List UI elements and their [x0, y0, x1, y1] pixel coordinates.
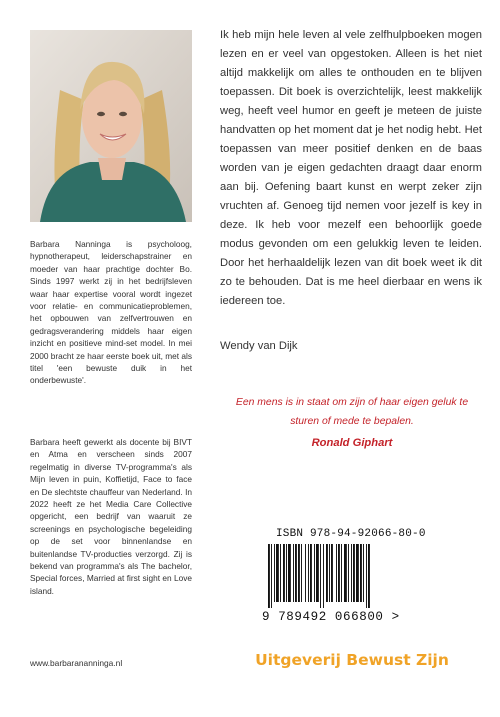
barcode-bar [356, 544, 359, 602]
barcode-bar [305, 544, 306, 602]
barcode-bar [341, 544, 342, 602]
barcode-bar [360, 544, 362, 602]
quote-author: Ronald Giphart [311, 437, 393, 449]
barcode-bar [326, 544, 328, 602]
barcode-bar [280, 544, 281, 602]
isbn-label: ISBN 978-94-92066-80-0 [276, 528, 426, 540]
barcode-bar [314, 544, 315, 602]
review-signature: Wendy van Dijk [220, 340, 298, 352]
barcode-bar [293, 544, 294, 602]
author-photo [30, 30, 192, 222]
author-bio-paragraph-1: Barbara Nanninga is psycholoog, hypnotherapeut, leiderschapstrainer en moeder van haar prachtige dochter Bo. Sinds 1997 werkt zij in het bedrijfsleven waar haar expertise vooral wordt ingezet voor relatie- en communicatieproblemen, het opbouwen van zelfvertrouwen en gedragsverandering middels haar eigen inzicht en positieve mind-set model. In mei 2000 bracht ze haar eerste boek uit, met als titel 'een bewuste duik in het onderbewuste'. [30, 239, 192, 386]
publisher-name: Uitgeverij Bewust Zijn [255, 651, 449, 669]
barcode-bar [363, 544, 364, 602]
barcode-bar [320, 544, 321, 608]
author-website: www.barbarananninga.nl [30, 658, 123, 668]
barcode-bar [336, 544, 337, 602]
barcode-bar [316, 544, 319, 602]
barcode-bar [353, 544, 355, 602]
barcode [262, 544, 408, 610]
barcode-bar [268, 544, 270, 608]
barcode-bar [283, 544, 285, 602]
barcode-bar [323, 544, 324, 608]
barcode-bar [288, 544, 291, 602]
barcode-digits: 9 789492 066800 > [262, 610, 400, 624]
author-bio-paragraph-2: Barbara heeft gewerkt als docente bij BIVT en Atma en verscheen sinds 2007 regelmatig in diverse TV-programma's als Mijn leven in puin, Koffietijd, Face to face en De slechtste chauffeur van Nederland. In 2022 heeft ze het Media Care Collective opgericht, een bedrijf van waaruit ze screenings en psychologische begeleiding op de set voor binnenlandse en buitenlandse TV-producties verzorgd. Zij is bekend van programma's als The bachelor, Special forces, Married at first sight en Love island. [30, 437, 192, 596]
barcode-bar [276, 544, 279, 602]
barcode-bar [308, 544, 309, 602]
barcode-bar [310, 544, 312, 602]
barcode-bar [274, 544, 275, 602]
barcode-bar [351, 544, 352, 602]
barcode-bar [366, 544, 367, 608]
barcode-bar [344, 544, 347, 602]
barcode-bar [298, 544, 300, 602]
barcode-bar [348, 544, 349, 602]
barcode-bar [329, 544, 330, 602]
barcode-bar [331, 544, 333, 602]
barcode-bar [286, 544, 287, 602]
barcode-bar [368, 544, 370, 608]
quote-text: Een mens is in staat om zijn of haar eigen geluk te sturen of mede te bepalen. [235, 397, 469, 427]
barcode-bar [271, 544, 272, 608]
barcode-bar [301, 544, 302, 602]
barcode-bar [295, 544, 297, 602]
review-text: Ik heb mijn hele leven al vele zelfhulpboeken mogen lezen en er veel van opgestoken. Alleen is het niet altijd makkelijk om alles te onthouden en te blijven toepassen. Dit boek is overzichtelijk, leest makkelijk weg, heeft veel humor en geeft je meteen de juiste handvatten op het moment dat je het nodig hebt. Het toepassen van meer positief denken en de baas worden van je eigen gedachten draagt daar enorm aan bij. Oefening baart kunst en werpt zeker zijn vruchten af. Genoeg tijd nemen voor jezelf is key in deze. Ik heb voor mezelf een behoorlijk goede modus gevonden om een gelukkig leven te leiden. Door het herhaaldelijk lezen van dit boek weet ik dit zo te behouden. Dat is me heel dierbaar en wens ik iedereen toe. [220, 29, 482, 307]
barcode-bar [338, 544, 340, 602]
